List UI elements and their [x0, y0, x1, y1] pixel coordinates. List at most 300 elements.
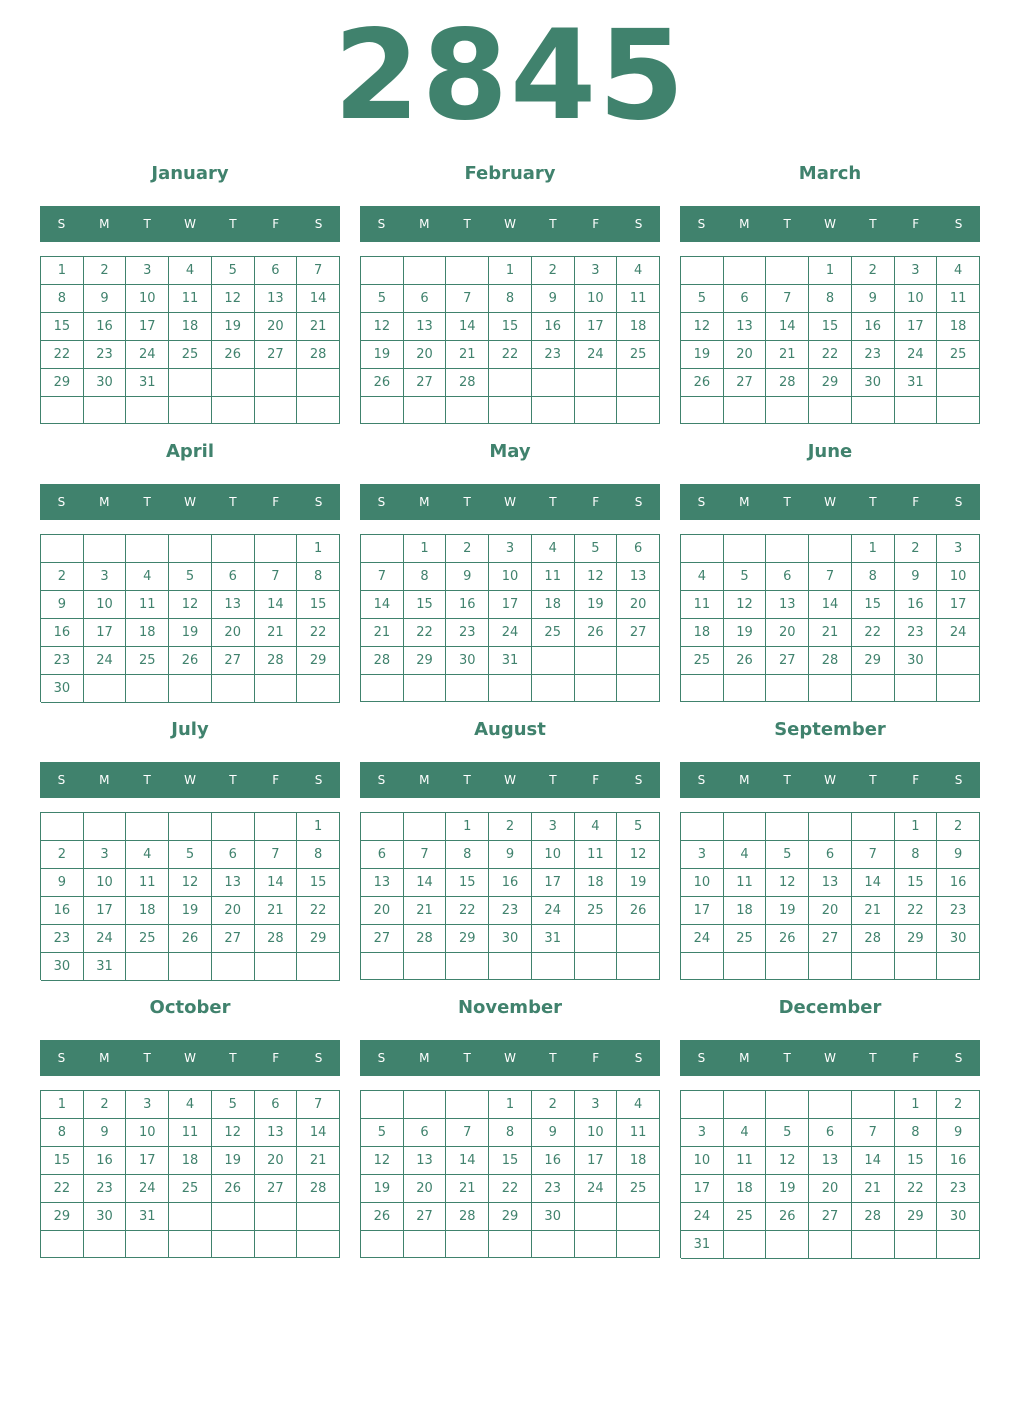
day-grid: [40, 534, 340, 702]
day-cell: 16: [937, 1147, 980, 1175]
weekday-label: S: [57, 217, 66, 231]
weekday-label: M: [419, 773, 430, 787]
day-cell: 3: [681, 1119, 724, 1147]
weekday-label: M: [99, 217, 110, 231]
weekday-header: [680, 1040, 980, 1076]
day-cell: 16: [532, 1147, 575, 1175]
day-cell: 14: [297, 1119, 340, 1147]
day-cell: 23: [41, 647, 84, 675]
day-cell: 13: [809, 869, 852, 897]
day-cell: 10: [489, 563, 532, 591]
day-cell: 27: [361, 925, 404, 953]
empty-day-cell: [446, 675, 489, 702]
day-cell: 25: [532, 619, 575, 647]
empty-day-cell: [724, 675, 767, 702]
day-cell: 30: [84, 369, 127, 397]
day-cell: 9: [489, 841, 532, 869]
empty-day-cell: [84, 397, 127, 424]
day-cell: 11: [617, 285, 660, 313]
day-cell: 20: [255, 1147, 298, 1175]
empty-day-cell: [575, 675, 618, 702]
day-cell: 27: [255, 341, 298, 369]
empty-day-cell: [361, 535, 404, 563]
day-grid: [40, 1090, 340, 1258]
empty-day-cell: [404, 813, 447, 841]
empty-day-cell: [297, 369, 340, 397]
day-cell: 4: [681, 563, 724, 591]
weekday-label: M: [739, 217, 750, 231]
empty-day-cell: [937, 397, 980, 424]
day-cell: 18: [681, 619, 724, 647]
empty-day-cell: [126, 397, 169, 424]
day-cell: 28: [361, 647, 404, 675]
day-cell: 11: [126, 591, 169, 619]
day-cell: 21: [361, 619, 404, 647]
month-name: February: [464, 163, 556, 184]
weekday-label: S: [57, 495, 66, 509]
weekday-label: T: [549, 1051, 557, 1065]
day-cell: 15: [297, 869, 340, 897]
weekday-label: T: [783, 217, 791, 231]
day-grid: [360, 812, 660, 980]
empty-day-cell: [617, 925, 660, 953]
day-cell: 8: [895, 1119, 938, 1147]
empty-day-cell: [41, 535, 84, 563]
day-cell: 4: [724, 1119, 767, 1147]
day-cell: 8: [489, 1119, 532, 1147]
day-cell: 14: [446, 313, 489, 341]
weekday-label: S: [697, 217, 706, 231]
empty-day-cell: [937, 675, 980, 702]
day-cell: 17: [681, 897, 724, 925]
day-grid: [680, 1090, 980, 1258]
day-cell: 27: [766, 647, 809, 675]
month-name: December: [778, 997, 882, 1018]
empty-day-cell: [212, 1203, 255, 1231]
day-cell: 23: [852, 341, 895, 369]
day-cell: 21: [766, 341, 809, 369]
day-cell: 18: [532, 591, 575, 619]
day-cell: 25: [724, 925, 767, 953]
empty-day-cell: [404, 675, 447, 702]
day-cell: 6: [617, 535, 660, 563]
empty-day-cell: [84, 675, 127, 703]
day-cell: 28: [766, 369, 809, 397]
empty-day-cell: [724, 813, 767, 841]
empty-day-cell: [937, 369, 980, 397]
day-cell: 25: [724, 1203, 767, 1231]
day-cell: 29: [895, 1203, 938, 1231]
empty-day-cell: [766, 1231, 809, 1259]
day-cell: 31: [681, 1231, 724, 1259]
weekday-label: T: [229, 217, 237, 231]
day-cell: 17: [84, 619, 127, 647]
day-cell: 23: [84, 341, 127, 369]
day-cell: 30: [489, 925, 532, 953]
day-cell: 11: [937, 285, 980, 313]
weekday-label: S: [697, 1051, 706, 1065]
day-cell: 22: [852, 619, 895, 647]
day-cell: 22: [404, 619, 447, 647]
empty-day-cell: [404, 397, 447, 424]
weekday-label: T: [229, 773, 237, 787]
weekday-label: S: [697, 773, 706, 787]
day-cell: 10: [681, 1147, 724, 1175]
empty-day-cell: [404, 1231, 447, 1258]
day-cell: 4: [169, 1091, 212, 1119]
day-cell: 1: [489, 1091, 532, 1119]
day-cell: 3: [937, 535, 980, 563]
day-cell: 22: [41, 341, 84, 369]
day-cell: 15: [489, 313, 532, 341]
day-cell: 16: [489, 869, 532, 897]
day-cell: 21: [255, 619, 298, 647]
day-cell: 30: [895, 647, 938, 675]
day-cell: 29: [41, 1203, 84, 1231]
weekday-label: T: [463, 217, 471, 231]
day-cell: 8: [809, 285, 852, 313]
day-cell: 2: [41, 841, 84, 869]
weekday-label: T: [549, 773, 557, 787]
day-grid: [360, 534, 660, 702]
weekday-label: T: [783, 495, 791, 509]
day-cell: 14: [852, 1147, 895, 1175]
weekday-header: [360, 1040, 660, 1076]
day-cell: 24: [575, 1175, 618, 1203]
empty-day-cell: [937, 1231, 980, 1259]
day-cell: 29: [297, 647, 340, 675]
day-cell: 17: [575, 313, 618, 341]
day-cell: 9: [532, 285, 575, 313]
day-cell: 25: [937, 341, 980, 369]
day-cell: 15: [895, 869, 938, 897]
day-cell: 26: [169, 647, 212, 675]
weekday-label: T: [229, 495, 237, 509]
day-cell: 26: [361, 369, 404, 397]
day-cell: 8: [489, 285, 532, 313]
empty-day-cell: [766, 257, 809, 285]
day-cell: 4: [937, 257, 980, 285]
weekday-label: T: [463, 1051, 471, 1065]
day-cell: 6: [766, 563, 809, 591]
day-cell: 28: [809, 647, 852, 675]
empty-day-cell: [724, 1231, 767, 1259]
day-cell: 22: [489, 341, 532, 369]
empty-day-cell: [446, 953, 489, 980]
weekday-label: T: [783, 773, 791, 787]
weekday-label: W: [824, 1051, 836, 1065]
empty-day-cell: [681, 397, 724, 424]
day-grid: [360, 1090, 660, 1258]
day-cell: 10: [575, 1119, 618, 1147]
empty-day-cell: [212, 397, 255, 424]
weekday-label: F: [912, 217, 920, 231]
year-title: 2845: [333, 4, 687, 148]
day-cell: 30: [41, 953, 84, 981]
day-cell: 11: [169, 285, 212, 313]
day-cell: 23: [489, 897, 532, 925]
empty-day-cell: [255, 813, 298, 841]
empty-day-cell: [724, 1091, 767, 1119]
weekday-header: [680, 762, 980, 798]
day-cell: 18: [575, 869, 618, 897]
day-cell: 14: [809, 591, 852, 619]
day-cell: 2: [937, 813, 980, 841]
day-cell: 1: [446, 813, 489, 841]
day-cell: 22: [895, 897, 938, 925]
day-cell: 3: [126, 1091, 169, 1119]
empty-day-cell: [169, 675, 212, 703]
day-cell: 19: [361, 1175, 404, 1203]
empty-day-cell: [852, 953, 895, 980]
day-cell: 4: [126, 563, 169, 591]
empty-day-cell: [681, 257, 724, 285]
day-cell: 1: [41, 1091, 84, 1119]
day-cell: 13: [404, 313, 447, 341]
day-cell: 1: [852, 535, 895, 563]
day-cell: 7: [297, 1091, 340, 1119]
empty-day-cell: [212, 535, 255, 563]
empty-day-cell: [446, 397, 489, 424]
weekday-label: S: [377, 495, 386, 509]
month-name: April: [165, 441, 215, 462]
day-cell: 9: [937, 841, 980, 869]
day-cell: 7: [446, 285, 489, 313]
day-cell: 29: [446, 925, 489, 953]
day-cell: 1: [489, 257, 532, 285]
day-cell: 30: [937, 1203, 980, 1231]
empty-day-cell: [724, 535, 767, 563]
weekday-label: F: [592, 773, 600, 787]
weekday-label: S: [634, 773, 643, 787]
day-cell: 3: [126, 257, 169, 285]
day-cell: 26: [212, 1175, 255, 1203]
day-cell: 17: [84, 897, 127, 925]
day-cell: 6: [404, 285, 447, 313]
month-name: October: [149, 997, 231, 1018]
day-cell: 8: [41, 285, 84, 313]
day-cell: 2: [532, 1091, 575, 1119]
day-cell: 11: [681, 591, 724, 619]
empty-day-cell: [809, 397, 852, 424]
weekday-label: T: [549, 495, 557, 509]
day-grid: [360, 256, 660, 424]
day-cell: 16: [446, 591, 489, 619]
day-cell: 11: [126, 869, 169, 897]
day-cell: 11: [724, 869, 767, 897]
weekday-label: T: [143, 217, 151, 231]
day-cell: 10: [84, 591, 127, 619]
day-cell: 11: [617, 1119, 660, 1147]
day-cell: 9: [532, 1119, 575, 1147]
day-cell: 29: [297, 925, 340, 953]
day-cell: 10: [575, 285, 618, 313]
empty-day-cell: [809, 1091, 852, 1119]
day-cell: 5: [724, 563, 767, 591]
empty-day-cell: [361, 813, 404, 841]
day-cell: 25: [126, 647, 169, 675]
day-cell: 20: [809, 897, 852, 925]
day-cell: 4: [532, 535, 575, 563]
day-cell: 13: [361, 869, 404, 897]
day-cell: 16: [937, 869, 980, 897]
empty-day-cell: [681, 953, 724, 980]
day-cell: 28: [852, 925, 895, 953]
empty-day-cell: [937, 647, 980, 675]
weekday-label: F: [272, 217, 280, 231]
day-cell: 3: [575, 257, 618, 285]
weekday-label: W: [824, 217, 836, 231]
empty-day-cell: [489, 953, 532, 980]
empty-day-cell: [532, 397, 575, 424]
day-cell: 13: [724, 313, 767, 341]
day-cell: 31: [532, 925, 575, 953]
weekday-label: M: [99, 773, 110, 787]
day-cell: 27: [617, 619, 660, 647]
empty-day-cell: [532, 953, 575, 980]
day-cell: 18: [937, 313, 980, 341]
month-name: January: [151, 163, 229, 184]
day-cell: 26: [681, 369, 724, 397]
day-cell: 23: [446, 619, 489, 647]
day-cell: 13: [404, 1147, 447, 1175]
day-cell: 6: [809, 1119, 852, 1147]
month-name: July: [171, 719, 209, 740]
day-cell: 17: [532, 869, 575, 897]
empty-day-cell: [575, 1231, 618, 1258]
day-cell: 28: [446, 369, 489, 397]
day-cell: 20: [809, 1175, 852, 1203]
weekday-header: [40, 484, 340, 520]
day-cell: 15: [404, 591, 447, 619]
day-cell: 24: [532, 897, 575, 925]
empty-day-cell: [809, 1231, 852, 1259]
day-cell: 24: [937, 619, 980, 647]
weekday-label: F: [592, 495, 600, 509]
empty-day-cell: [297, 397, 340, 424]
day-cell: 20: [212, 897, 255, 925]
day-cell: 26: [169, 925, 212, 953]
day-cell: 4: [617, 257, 660, 285]
day-cell: 27: [809, 925, 852, 953]
empty-day-cell: [446, 1231, 489, 1258]
weekday-label: F: [592, 1051, 600, 1065]
day-cell: 20: [404, 1175, 447, 1203]
day-cell: 7: [852, 841, 895, 869]
day-cell: 20: [724, 341, 767, 369]
empty-day-cell: [617, 369, 660, 397]
empty-day-cell: [724, 397, 767, 424]
month-name: November: [457, 997, 563, 1018]
day-cell: 25: [617, 341, 660, 369]
day-cell: 29: [852, 647, 895, 675]
empty-day-cell: [895, 1231, 938, 1259]
day-cell: 25: [617, 1175, 660, 1203]
empty-day-cell: [297, 953, 340, 981]
day-cell: 31: [126, 1203, 169, 1231]
day-cell: 5: [212, 1091, 255, 1119]
day-cell: 22: [895, 1175, 938, 1203]
day-cell: 18: [724, 1175, 767, 1203]
day-cell: 12: [575, 563, 618, 591]
day-cell: 10: [895, 285, 938, 313]
empty-day-cell: [212, 369, 255, 397]
empty-day-cell: [255, 675, 298, 703]
empty-day-cell: [852, 397, 895, 424]
empty-day-cell: [84, 813, 127, 841]
weekday-label: M: [739, 1051, 750, 1065]
day-cell: 19: [361, 341, 404, 369]
empty-day-cell: [852, 1091, 895, 1119]
empty-day-cell: [895, 397, 938, 424]
day-cell: 19: [681, 341, 724, 369]
empty-day-cell: [169, 1231, 212, 1258]
day-cell: 24: [84, 647, 127, 675]
empty-day-cell: [766, 535, 809, 563]
day-cell: 28: [297, 341, 340, 369]
day-cell: 19: [766, 897, 809, 925]
day-cell: 27: [404, 369, 447, 397]
day-cell: 19: [212, 313, 255, 341]
empty-day-cell: [84, 535, 127, 563]
day-cell: 6: [212, 563, 255, 591]
weekday-label: W: [504, 1051, 516, 1065]
day-cell: 29: [809, 369, 852, 397]
day-cell: 17: [681, 1175, 724, 1203]
weekday-label: M: [739, 773, 750, 787]
day-cell: 23: [937, 1175, 980, 1203]
weekday-label: T: [463, 495, 471, 509]
day-cell: 21: [446, 1175, 489, 1203]
empty-day-cell: [489, 675, 532, 702]
day-cell: 9: [84, 285, 127, 313]
weekday-header: [360, 484, 660, 520]
day-cell: 29: [404, 647, 447, 675]
day-cell: 8: [297, 563, 340, 591]
weekday-label: M: [739, 495, 750, 509]
day-cell: 19: [617, 869, 660, 897]
weekday-label: S: [954, 217, 963, 231]
weekday-label: T: [869, 1051, 877, 1065]
empty-day-cell: [489, 397, 532, 424]
day-cell: 24: [126, 1175, 169, 1203]
day-cell: 1: [895, 813, 938, 841]
day-cell: 15: [41, 1147, 84, 1175]
weekday-header: [360, 762, 660, 798]
empty-day-cell: [809, 675, 852, 702]
day-cell: 2: [489, 813, 532, 841]
day-cell: 14: [361, 591, 404, 619]
day-cell: 6: [255, 1091, 298, 1119]
empty-day-cell: [681, 675, 724, 702]
empty-day-cell: [297, 675, 340, 703]
empty-day-cell: [766, 675, 809, 702]
day-cell: 26: [766, 1203, 809, 1231]
weekday-label: W: [824, 495, 836, 509]
day-cell: 27: [809, 1203, 852, 1231]
day-cell: 5: [169, 563, 212, 591]
day-cell: 1: [297, 813, 340, 841]
weekday-label: S: [954, 1051, 963, 1065]
day-cell: 26: [212, 341, 255, 369]
day-cell: 3: [84, 841, 127, 869]
weekday-header: [360, 206, 660, 242]
weekday-label: F: [592, 217, 600, 231]
day-cell: 25: [169, 341, 212, 369]
day-cell: 3: [895, 257, 938, 285]
day-cell: 13: [766, 591, 809, 619]
weekday-label: F: [912, 495, 920, 509]
